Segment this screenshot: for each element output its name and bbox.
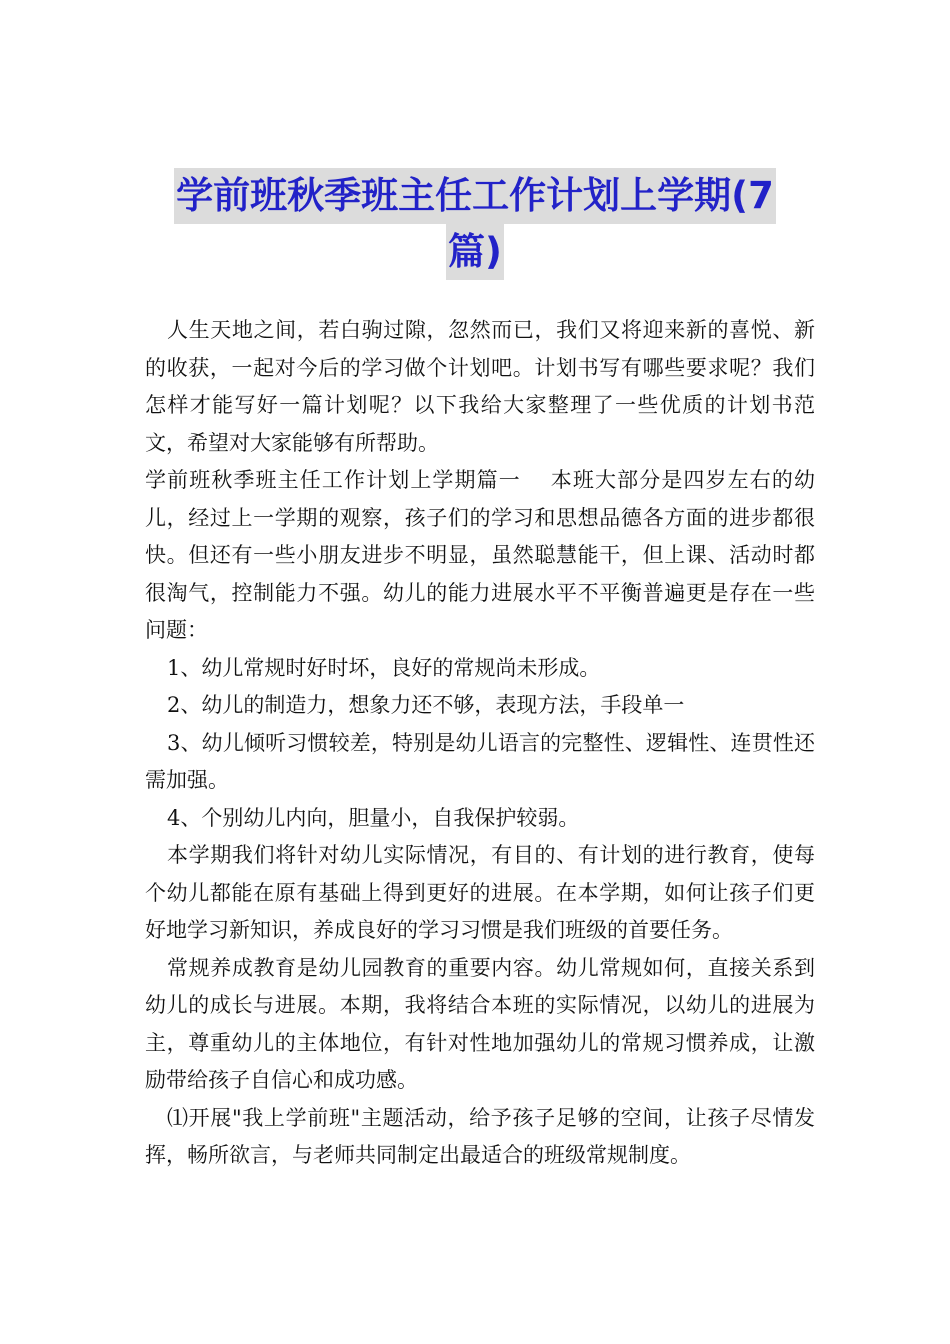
list-item-3: 3、幼儿倾听习惯较差，特别是幼儿语言的完整性、逻辑性、连贯性还需加强。 (145, 730, 815, 792)
intro-paragraph: 人生天地之间，若白驹过隙，忽然而已，我们又将迎来新的喜悦、新的收获，一起对今后的学习做个计划吧。计划书写有哪些要求呢？我们怎样才能写好一篇计划呢？以下我给大家整理了一些优质的计划书范文，希望对大家能够有所帮助。 (145, 318, 815, 455)
section-one-paragraph: 学前班秋季班主任工作计划上学期篇一 本班大部分是四岁左右的幼儿，经过上一学期的观察，孩子们的学习和思想品德各方面的进步都很快。但还有一些小朋友进步不明显，虽然聪慧能干，但上课、活动时都很淘气，控制能力不强。幼儿的能力进展水平不平衡普遍更是存在一些问题： (145, 468, 815, 642)
list-item-2: 2、幼儿的制造力，想象力还不够，表现方法，手段单一 (167, 693, 685, 717)
document-body (145, 312, 815, 1175)
list-item-4: 4、个别幼儿内向，胆量小，自我保护较弱。 (167, 805, 580, 830)
list-item-1: 1、幼儿常规时好时坏，良好的常规尚未形成。 (167, 655, 601, 680)
document-title (120, 168, 830, 280)
title-line-1: 学前班秋季班主任工作计划上学期(7 (174, 168, 776, 224)
activity-item-1: ⑴开展"我上学前班"主题活动，给予孩子足够的空间，让孩子尽情发挥，畅所欲言，与老师共同制定出最适合的班级常规制度。 (145, 1105, 815, 1167)
title-line-2: 篇) (446, 224, 504, 280)
semester-plan-paragraph: 本学期我们将针对幼儿实际情况，有目的、有计划的进行教育，使每个幼儿都能在原有基础上得到更好的进展。在本学期，如何让孩子们更好地学习新知识，养成良好的学习习惯是我们班级的首要任务。 (145, 843, 815, 942)
routine-education-paragraph: 常规养成教育是幼儿园教育的重要内容。幼儿常规如何，直接关系到幼儿的成长与进展。本期，我将结合本班的实际情况，以幼儿的进展为主，尊重幼儿的主体地位，有针对性地加强幼儿的常规习惯养成，让激励带给孩子自信心和成功感。 (145, 955, 815, 1092)
